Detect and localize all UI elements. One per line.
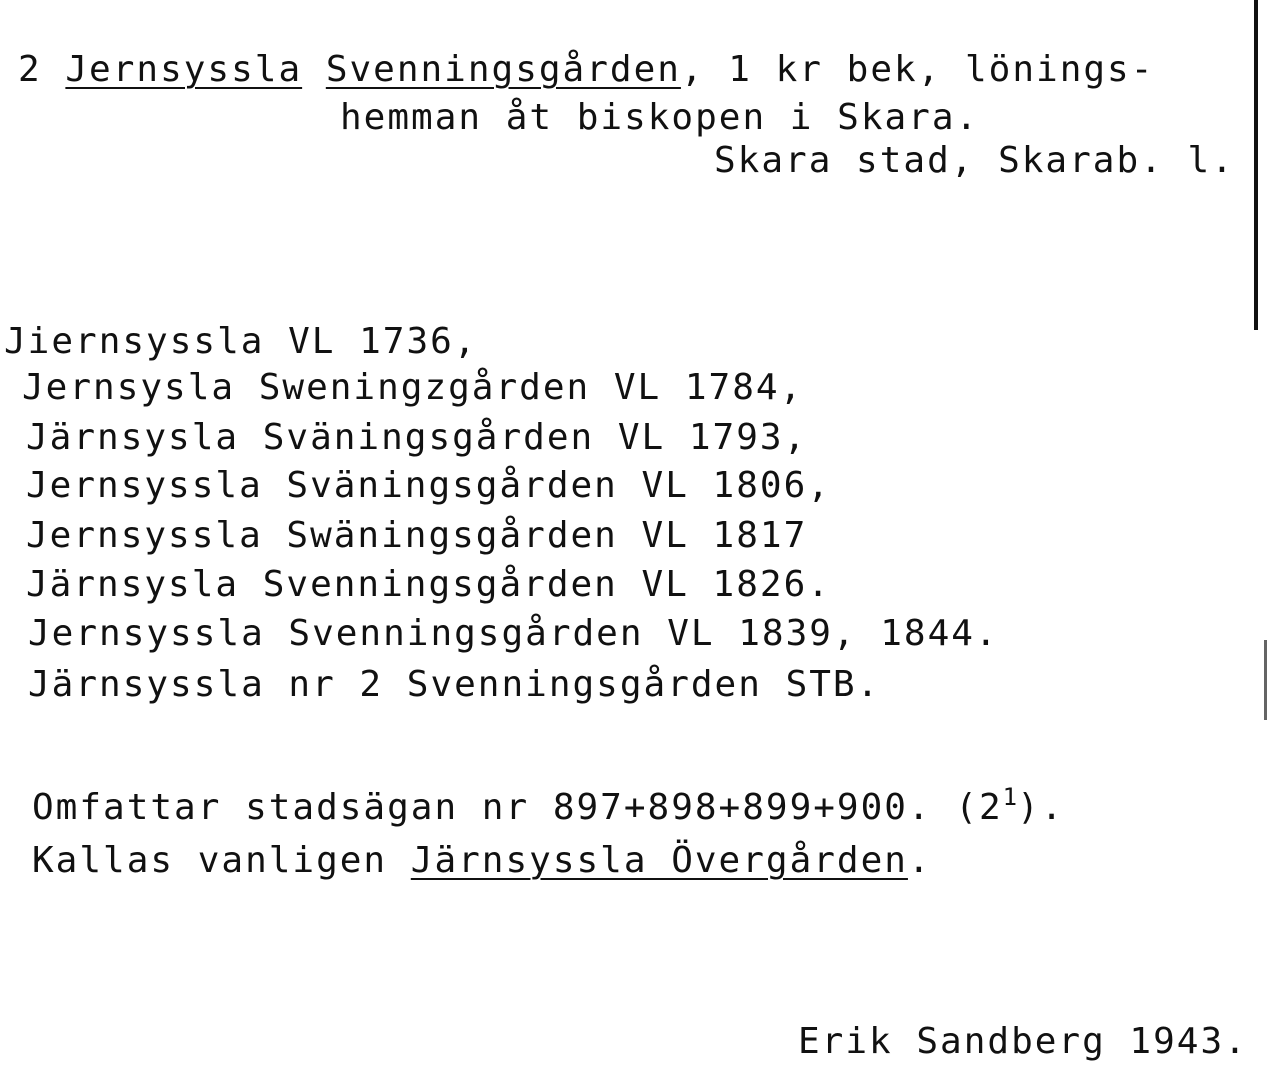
variant-line: Jiernsyssla VL 1736, <box>4 321 478 362</box>
note-line-2 <box>32 840 932 881</box>
variant-line: Jernsyssla Swäningsgården VL 1817 <box>26 515 808 556</box>
note-superscript: 1 <box>1002 783 1018 811</box>
note-end: . <box>907 840 932 881</box>
signature: Erik Sandberg 1943. <box>798 1021 1248 1062</box>
entry-number: 2 <box>18 49 42 90</box>
variant-line: Jernsyssla Sväningsgården VL 1806, <box>26 465 831 506</box>
header-line-1 <box>18 49 1155 90</box>
farm-name: Svenningsgården <box>325 49 681 90</box>
note-end: ). <box>1017 787 1065 828</box>
variant-line: Järnsysla Sväningsgården VL 1793, <box>26 417 808 458</box>
place-name: Jernsyssla <box>65 49 303 90</box>
header-line-3: Skara stad, Skarab. l. <box>714 140 1235 181</box>
card-edge-line <box>1254 0 1258 330</box>
note-prefix: Kallas vanligen <box>32 840 411 881</box>
header-line-2: hemman åt biskopen i Skara. <box>340 97 980 138</box>
variant-line: Järnsyssla nr 2 Svenningsgården STB. <box>28 664 881 705</box>
variant-line: Järnsysla Svenningsgården VL 1826. <box>26 564 831 605</box>
header-description: , 1 kr bek, lönings- <box>680 49 1155 90</box>
note-line-1 <box>32 783 1065 828</box>
note-text: Omfattar stadsägan nr 897+898+899+900. (2 <box>32 787 1003 828</box>
variant-line: Jernsyssla Svenningsgården VL 1839, 1844. <box>28 613 999 654</box>
common-name: Järnsyssla Övergården <box>410 840 908 881</box>
card-edge-line-lower <box>1264 640 1267 720</box>
variant-line: Jernsysla Sweningzgården VL 1784, <box>22 367 804 408</box>
